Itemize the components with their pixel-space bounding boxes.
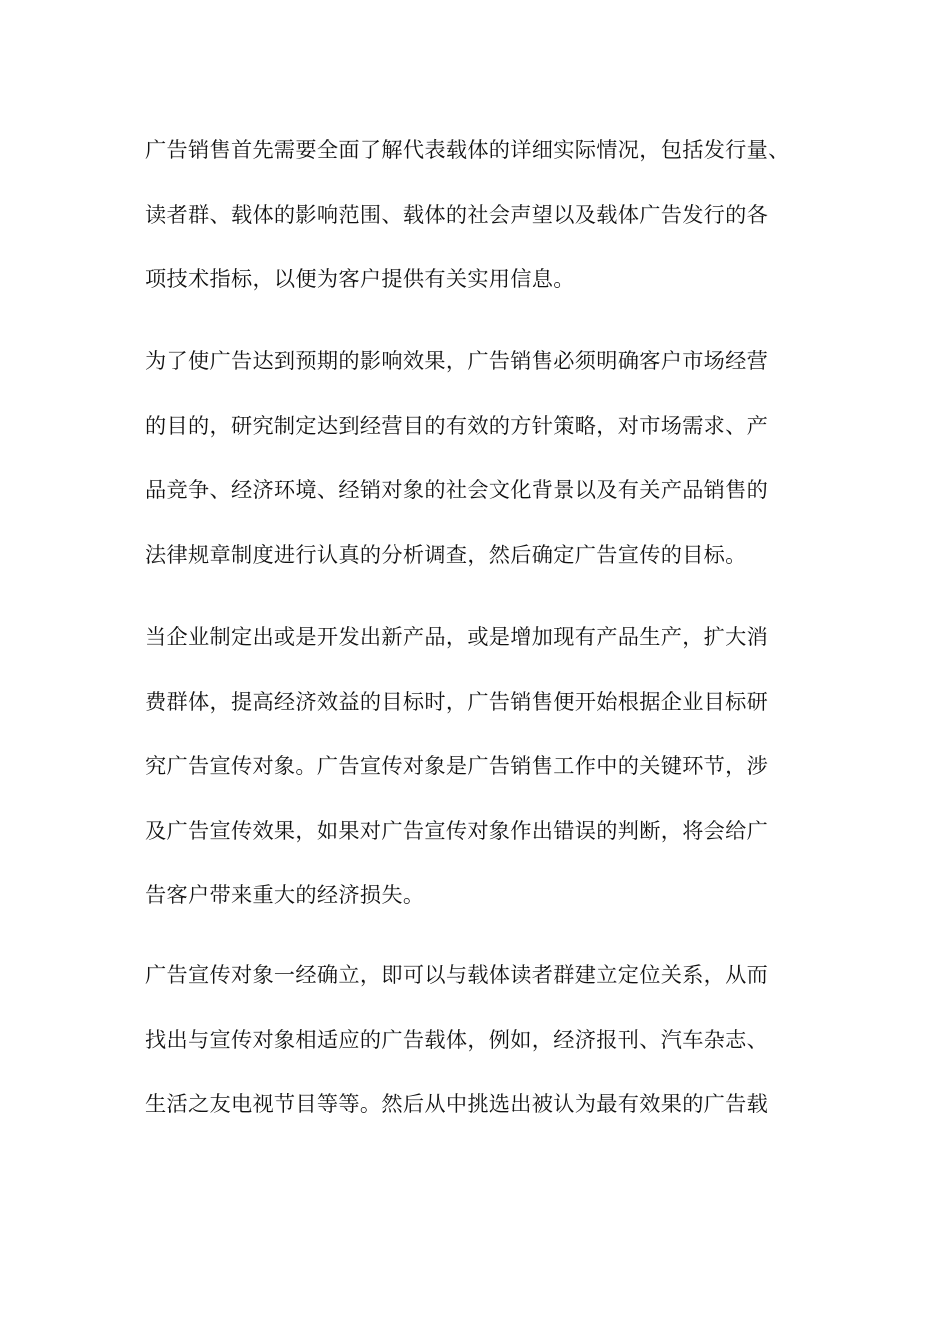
text-line: 广告销售首先需要全面了解代表载体的详细实际情况，包括发行量、 <box>145 137 790 162</box>
paragraph-3 <box>145 605 805 928</box>
paragraph-2 <box>145 329 805 587</box>
text-line: 读者群、载体的影响范围、载体的社会声望以及载体广告发行的各 <box>145 201 769 227</box>
paragraph-4 <box>145 943 805 1137</box>
text-line: 项技术指标，以便为客户提供有关实用信息。 <box>145 266 575 291</box>
text-line: 费群体，提高经济效益的目标时，广告销售便开始根据企业目标研 <box>145 688 769 714</box>
text-line: 当企业制定出或是开发出新产品，或是增加现有产品生产，扩大消 <box>145 624 769 649</box>
paragraph-1 <box>145 118 805 312</box>
text-line: 为了使广告达到预期的影响效果，广告销售必须明确客户市场经营 <box>145 348 769 373</box>
text-line: 告客户带来重大的经济损失。 <box>145 882 425 907</box>
text-line: 品竞争、经济环境、经销对象的社会文化背景以及有关产品销售的 <box>145 477 769 502</box>
text-line: 的目的，研究制定达到经营目的有效的方针策略，对市场需求、产 <box>145 412 769 438</box>
text-line: 找出与宣传对象相适应的广告载体，例如，经济报刊、汽车杂志、 <box>145 1026 769 1052</box>
text-line: 广告宣传对象一经确立，即可以与载体读者群建立定位关系，从而 <box>145 962 769 987</box>
text-line: 究广告宣传对象。广告宣传对象是广告销售工作中的关键环节，涉 <box>145 753 769 778</box>
text-line: 法律规章制度进行认真的分析调查，然后确定广告宣传的目标。 <box>145 541 747 567</box>
text-line: 及广告宣传效果，如果对广告宣传对象作出错误的判断，将会给广 <box>145 817 769 843</box>
text-line: 生活之友电视节目等等。然后从中挑选出被认为最有效果的广告载 <box>145 1091 769 1116</box>
